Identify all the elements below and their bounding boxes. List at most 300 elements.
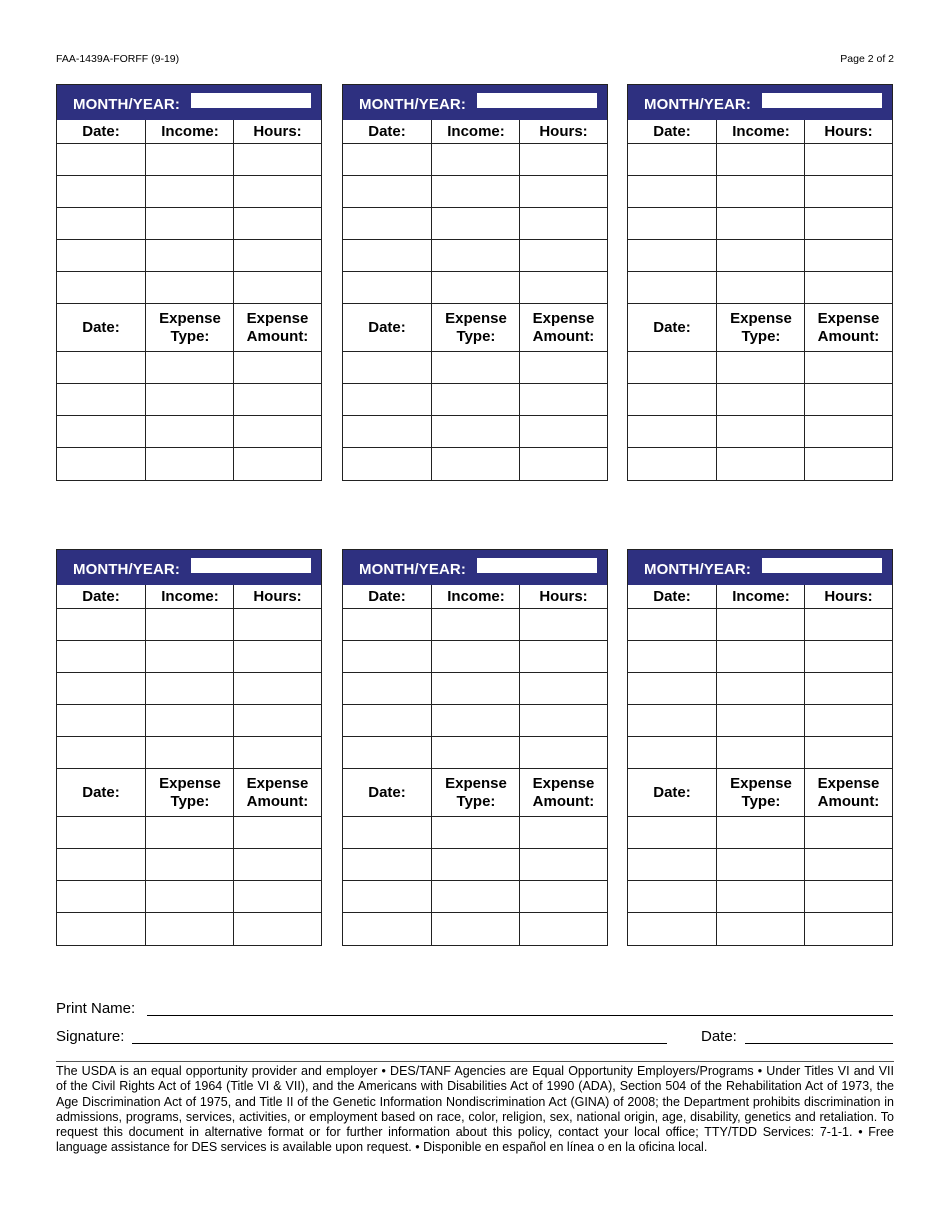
hours-cell[interactable] — [233, 737, 321, 769]
hours-cell[interactable] — [233, 176, 321, 208]
hours-header: Hours: — [519, 120, 607, 143]
nondiscrimination-statement: The USDA is an equal opportunity provider and employer • DES/TANF Agencies are Equal Opportunity Employers/Programs • Under Titles VI and VII of the Civil Rights Act of 1964 (Title VI & VII), and the Americans with Disabilities Act of 1990 (ADA), Section 504 of the Rehabilitation Act of 1973, the Age Discrimination Act of 1975, and Title II of the Genetic Information Nondiscrimination Act (GINA) of 2008; the Department prohibits discrimination in admissions, programs, services, activities, or employment based on race, color, religion, sex, national origin, age, disability, genetics and retaliation. To request this document in alternative format or for further information about this policy, contact your local office; TTY/TDD Services: 7-1-1. • Free language assistance for DES services is available upon request. • Disponible en español en línea o en la oficina local. — [56, 1064, 894, 1155]
income-entry-row — [343, 736, 607, 769]
expense-amount-header: Expense Amount: — [233, 304, 321, 352]
expense-date-cell[interactable] — [57, 849, 145, 881]
income-entry-row — [628, 143, 892, 176]
expense-type-cell[interactable] — [145, 913, 234, 945]
income-date-cell[interactable] — [57, 176, 145, 208]
expense-amount-cell[interactable] — [233, 384, 321, 416]
card-header — [57, 85, 321, 120]
expense-type-header: Expense Type: — [431, 769, 520, 817]
income-amount-cell[interactable] — [716, 705, 805, 737]
card-header — [628, 550, 892, 585]
hours-cell[interactable] — [804, 705, 892, 737]
expense-amount-cell[interactable] — [519, 352, 607, 384]
expense-type-cell[interactable] — [716, 352, 805, 384]
income-date-header: Date: — [368, 122, 406, 140]
hours-cell[interactable] — [804, 208, 892, 240]
income-amount-cell[interactable] — [716, 641, 805, 673]
expense-type-cell[interactable] — [145, 448, 234, 480]
expense-date-cell[interactable] — [57, 416, 145, 448]
income-date-cell[interactable] — [57, 673, 145, 705]
log-table — [628, 585, 892, 945]
signature-label: Signature: — [56, 1028, 125, 1045]
expense-type-cell[interactable] — [145, 352, 234, 384]
hours-cell[interactable] — [233, 673, 321, 705]
expense-header-row — [57, 768, 321, 817]
expense-date-cell[interactable] — [57, 817, 145, 849]
hours-cell[interactable] — [233, 208, 321, 240]
income-date-cell[interactable] — [628, 144, 716, 176]
income-amount-cell[interactable] — [145, 641, 234, 673]
income-header-row — [343, 585, 607, 608]
income-date-cell[interactable] — [628, 641, 716, 673]
income-date-cell[interactable] — [343, 240, 431, 272]
expense-header-row — [343, 303, 607, 352]
hours-cell[interactable] — [233, 240, 321, 272]
expense-entry-row — [343, 383, 607, 416]
expense-type-cell[interactable] — [145, 416, 234, 448]
expense-type-header: Expense Type: — [145, 304, 234, 352]
date-field[interactable] — [745, 1043, 893, 1044]
income-entry-row — [628, 207, 892, 240]
income-entry-row — [57, 608, 321, 641]
hours-cell[interactable] — [519, 673, 607, 705]
income-date-cell[interactable] — [628, 208, 716, 240]
income-entry-row — [57, 640, 321, 673]
hours-cell[interactable] — [233, 272, 321, 304]
income-amount-cell[interactable] — [431, 272, 520, 304]
expense-date-cell[interactable] — [628, 384, 716, 416]
income-entry-row — [628, 672, 892, 705]
expense-entry-row — [628, 415, 892, 448]
income-amount-cell[interactable] — [145, 673, 234, 705]
income-entry-row — [343, 704, 607, 737]
expense-entry-row — [628, 912, 892, 945]
income-amount-cell[interactable] — [716, 176, 805, 208]
expense-date-header: Date: — [653, 319, 691, 336]
expense-amount-header: Expense Amount: — [233, 769, 321, 817]
expense-amount-cell[interactable] — [804, 817, 892, 849]
month-year-input[interactable] — [190, 92, 312, 109]
expense-type-cell[interactable] — [716, 384, 805, 416]
income-header: Income: — [431, 585, 520, 608]
expense-entry-row — [343, 351, 607, 384]
expense-entry-row — [343, 880, 607, 913]
income-entry-row — [57, 736, 321, 769]
income-date-cell[interactable] — [343, 208, 431, 240]
expense-amount-cell[interactable] — [804, 881, 892, 913]
expense-type-cell[interactable] — [431, 416, 520, 448]
expense-amount-cell[interactable] — [233, 881, 321, 913]
expense-amount-header: Expense Amount: — [804, 769, 892, 817]
expense-amount-cell[interactable] — [233, 913, 321, 945]
hours-cell[interactable] — [804, 272, 892, 304]
income-entry-row — [628, 704, 892, 737]
expense-amount-cell[interactable] — [519, 913, 607, 945]
expense-date-cell[interactable] — [628, 352, 716, 384]
expense-entry-row — [628, 351, 892, 384]
expense-date-cell[interactable] — [57, 913, 145, 945]
expense-amount-cell[interactable] — [519, 849, 607, 881]
income-date-cell[interactable] — [343, 737, 431, 769]
income-date-header: Date: — [82, 122, 120, 140]
month-year-label: MONTH/YEAR: — [73, 561, 180, 578]
income-header: Income: — [716, 120, 805, 143]
income-header-row — [628, 120, 892, 143]
expense-type-cell[interactable] — [716, 881, 805, 913]
page-number: Page 2 of 2 — [840, 53, 894, 65]
expense-entry-row — [57, 816, 321, 849]
income-date-cell[interactable] — [628, 609, 716, 641]
expense-type-cell[interactable] — [716, 849, 805, 881]
income-date-cell[interactable] — [343, 641, 431, 673]
expense-header-row — [628, 303, 892, 352]
expense-type-cell[interactable] — [145, 384, 234, 416]
expense-date-cell[interactable] — [343, 384, 431, 416]
expense-entry-row — [343, 848, 607, 881]
income-amount-cell[interactable] — [716, 737, 805, 769]
hours-header: Hours: — [804, 585, 892, 608]
expense-amount-header: Expense Amount: — [804, 304, 892, 352]
expense-amount-cell[interactable] — [519, 817, 607, 849]
hours-cell[interactable] — [804, 176, 892, 208]
income-date-cell[interactable] — [343, 176, 431, 208]
income-entry-row — [57, 271, 321, 304]
expense-amount-cell[interactable] — [519, 881, 607, 913]
hours-cell[interactable] — [233, 609, 321, 641]
income-header-row — [57, 120, 321, 143]
month-year-label: MONTH/YEAR: — [359, 561, 466, 578]
income-amount-cell[interactable] — [431, 641, 520, 673]
expense-amount-header: Expense Amount: — [519, 304, 607, 352]
expense-entry-row — [628, 880, 892, 913]
income-date-cell[interactable] — [57, 737, 145, 769]
expense-amount-header: Expense Amount: — [519, 769, 607, 817]
hours-cell[interactable] — [804, 144, 892, 176]
log-table — [57, 120, 321, 480]
expense-date-cell[interactable] — [343, 352, 431, 384]
month-log-card — [342, 84, 608, 481]
expense-type-cell[interactable] — [145, 881, 234, 913]
income-entry-row — [628, 608, 892, 641]
income-entry-row — [628, 640, 892, 673]
expense-entry-row — [343, 447, 607, 480]
hours-cell[interactable] — [233, 705, 321, 737]
expense-amount-cell[interactable] — [519, 416, 607, 448]
expense-date-cell[interactable] — [628, 881, 716, 913]
income-date-cell[interactable] — [628, 705, 716, 737]
income-date-cell[interactable] — [628, 272, 716, 304]
income-entry-row — [57, 143, 321, 176]
income-amount-cell[interactable] — [716, 208, 805, 240]
income-entry-row — [343, 143, 607, 176]
month-log-card — [342, 549, 608, 946]
log-table — [628, 120, 892, 480]
income-amount-cell[interactable] — [145, 705, 234, 737]
expense-entry-row — [343, 415, 607, 448]
month-year-label: MONTH/YEAR: — [73, 96, 180, 113]
card-header — [57, 550, 321, 585]
income-amount-cell[interactable] — [716, 144, 805, 176]
income-date-cell[interactable] — [343, 144, 431, 176]
expense-amount-cell[interactable] — [804, 913, 892, 945]
month-log-card — [56, 84, 322, 481]
expense-date-header: Date: — [368, 319, 406, 336]
income-entry-row — [57, 207, 321, 240]
expense-date-cell[interactable] — [343, 913, 431, 945]
hours-cell[interactable] — [804, 737, 892, 769]
income-amount-cell[interactable] — [431, 208, 520, 240]
income-date-header: Date: — [82, 587, 120, 605]
income-amount-cell[interactable] — [145, 272, 234, 304]
form-id: FAA-1439A-FORFF (9-19) — [56, 53, 180, 65]
month-year-label: MONTH/YEAR: — [644, 96, 751, 113]
hours-cell[interactable] — [519, 609, 607, 641]
income-amount-cell[interactable] — [145, 208, 234, 240]
expense-type-header: Expense Type: — [145, 769, 234, 817]
income-date-cell[interactable] — [57, 240, 145, 272]
income-entry-row — [57, 672, 321, 705]
hours-cell[interactable] — [519, 272, 607, 304]
expense-entry-row — [628, 816, 892, 849]
expense-date-cell[interactable] — [343, 817, 431, 849]
income-entry-row — [343, 239, 607, 272]
income-header: Income: — [431, 120, 520, 143]
income-date-header: Date: — [653, 122, 691, 140]
income-amount-cell[interactable] — [431, 673, 520, 705]
expense-date-header: Date: — [368, 784, 406, 801]
expense-type-cell[interactable] — [431, 448, 520, 480]
income-amount-cell[interactable] — [716, 272, 805, 304]
income-date-cell[interactable] — [628, 240, 716, 272]
expense-amount-cell[interactable] — [519, 384, 607, 416]
income-entry-row — [628, 175, 892, 208]
print-name-field[interactable] — [147, 1015, 893, 1016]
income-amount-cell[interactable] — [431, 609, 520, 641]
income-amount-cell[interactable] — [145, 144, 234, 176]
expense-date-cell[interactable] — [628, 817, 716, 849]
log-table — [343, 585, 607, 945]
expense-type-cell[interactable] — [145, 817, 234, 849]
hours-header: Hours: — [233, 120, 321, 143]
hours-cell[interactable] — [519, 641, 607, 673]
expense-entry-row — [628, 447, 892, 480]
income-header-row — [343, 120, 607, 143]
hours-cell[interactable] — [804, 641, 892, 673]
expense-amount-cell[interactable] — [804, 384, 892, 416]
income-date-cell[interactable] — [628, 737, 716, 769]
income-amount-cell[interactable] — [431, 705, 520, 737]
signature-field[interactable] — [132, 1043, 667, 1044]
income-date-header: Date: — [368, 587, 406, 605]
income-entry-row — [628, 736, 892, 769]
income-header-row — [628, 585, 892, 608]
income-amount-cell[interactable] — [145, 609, 234, 641]
expense-type-cell[interactable] — [716, 817, 805, 849]
expense-type-header: Expense Type: — [431, 304, 520, 352]
expense-amount-cell[interactable] — [804, 352, 892, 384]
expense-amount-cell[interactable] — [233, 416, 321, 448]
income-header-row — [57, 585, 321, 608]
income-amount-cell[interactable] — [716, 673, 805, 705]
expense-type-cell[interactable] — [716, 913, 805, 945]
income-amount-cell[interactable] — [431, 176, 520, 208]
expense-date-cell[interactable] — [343, 849, 431, 881]
hours-cell[interactable] — [519, 176, 607, 208]
print-name-label: Print Name: — [56, 1000, 136, 1017]
hours-cell[interactable] — [804, 609, 892, 641]
income-date-cell[interactable] — [57, 144, 145, 176]
income-date-cell[interactable] — [628, 673, 716, 705]
expense-entry-row — [57, 880, 321, 913]
hours-cell[interactable] — [233, 144, 321, 176]
expense-entry-row — [57, 447, 321, 480]
card-header — [628, 85, 892, 120]
expense-entry-row — [57, 415, 321, 448]
income-date-cell[interactable] — [57, 208, 145, 240]
income-amount-cell[interactable] — [145, 737, 234, 769]
expense-date-cell[interactable] — [57, 352, 145, 384]
expense-date-cell[interactable] — [628, 913, 716, 945]
income-entry-row — [57, 704, 321, 737]
month-year-input[interactable] — [761, 557, 883, 574]
expense-date-header: Date: — [82, 784, 120, 801]
expense-header-row — [628, 768, 892, 817]
expense-entry-row — [628, 383, 892, 416]
expense-entry-row — [57, 912, 321, 945]
hours-cell[interactable] — [804, 240, 892, 272]
income-entry-row — [343, 640, 607, 673]
log-table — [343, 120, 607, 480]
income-entry-row — [628, 271, 892, 304]
expense-type-cell[interactable] — [431, 352, 520, 384]
card-header — [343, 550, 607, 585]
expense-date-cell[interactable] — [57, 448, 145, 480]
expense-date-cell[interactable] — [628, 448, 716, 480]
month-log-card — [56, 549, 322, 946]
expense-entry-row — [57, 848, 321, 881]
expense-amount-cell[interactable] — [804, 448, 892, 480]
income-entry-row — [343, 608, 607, 641]
income-date-cell[interactable] — [628, 176, 716, 208]
income-date-cell[interactable] — [343, 272, 431, 304]
hours-cell[interactable] — [519, 208, 607, 240]
expense-amount-cell[interactable] — [804, 416, 892, 448]
expense-entry-row — [343, 816, 607, 849]
log-table — [57, 585, 321, 945]
expense-type-cell[interactable] — [716, 416, 805, 448]
expense-date-cell[interactable] — [57, 881, 145, 913]
expense-amount-cell[interactable] — [804, 849, 892, 881]
income-header: Income: — [145, 120, 234, 143]
expense-type-cell[interactable] — [431, 881, 520, 913]
expense-date-cell[interactable] — [343, 881, 431, 913]
expense-type-cell[interactable] — [716, 448, 805, 480]
income-amount-cell[interactable] — [145, 240, 234, 272]
expense-type-cell[interactable] — [145, 849, 234, 881]
month-year-input[interactable] — [476, 557, 598, 574]
date-label: Date: — [701, 1028, 737, 1045]
income-date-cell[interactable] — [57, 705, 145, 737]
income-date-header: Date: — [653, 587, 691, 605]
expense-type-header: Expense Type: — [716, 304, 805, 352]
expense-amount-cell[interactable] — [233, 352, 321, 384]
card-header — [343, 85, 607, 120]
month-year-input[interactable] — [761, 92, 883, 109]
income-header: Income: — [716, 585, 805, 608]
income-amount-cell[interactable] — [716, 240, 805, 272]
income-entry-row — [343, 672, 607, 705]
expense-date-header: Date: — [82, 319, 120, 336]
income-header: Income: — [145, 585, 234, 608]
income-entry-row — [57, 175, 321, 208]
expense-date-cell[interactable] — [628, 849, 716, 881]
hours-cell[interactable] — [519, 737, 607, 769]
expense-amount-cell[interactable] — [519, 448, 607, 480]
expense-date-cell[interactable] — [343, 416, 431, 448]
income-amount-cell[interactable] — [716, 609, 805, 641]
expense-header-row — [343, 768, 607, 817]
footer-divider — [56, 1061, 894, 1062]
income-entry-row — [343, 271, 607, 304]
expense-entry-row — [343, 912, 607, 945]
income-entry-row — [57, 239, 321, 272]
month-year-input[interactable] — [476, 92, 598, 109]
hours-cell[interactable] — [519, 240, 607, 272]
month-year-label: MONTH/YEAR: — [359, 96, 466, 113]
income-date-cell[interactable] — [57, 641, 145, 673]
income-date-cell[interactable] — [57, 609, 145, 641]
hours-cell[interactable] — [519, 705, 607, 737]
hours-header: Hours: — [804, 120, 892, 143]
expense-entry-row — [57, 383, 321, 416]
hours-header: Hours: — [519, 585, 607, 608]
expense-header-row — [57, 303, 321, 352]
income-date-cell[interactable] — [57, 272, 145, 304]
expense-type-cell[interactable] — [431, 817, 520, 849]
income-date-cell[interactable] — [343, 673, 431, 705]
hours-cell[interactable] — [519, 144, 607, 176]
income-date-cell[interactable] — [343, 609, 431, 641]
expense-type-cell[interactable] — [431, 384, 520, 416]
expense-amount-cell[interactable] — [233, 849, 321, 881]
expense-amount-cell[interactable] — [233, 817, 321, 849]
expense-type-cell[interactable] — [431, 849, 520, 881]
hours-cell[interactable] — [804, 673, 892, 705]
income-date-cell[interactable] — [343, 705, 431, 737]
expense-date-header: Date: — [653, 784, 691, 801]
expense-type-header: Expense Type: — [716, 769, 805, 817]
month-year-input[interactable] — [190, 557, 312, 574]
income-entry-row — [628, 239, 892, 272]
income-amount-cell[interactable] — [145, 176, 234, 208]
income-amount-cell[interactable] — [431, 240, 520, 272]
expense-entry-row — [628, 848, 892, 881]
expense-type-cell[interactable] — [431, 913, 520, 945]
month-log-card — [627, 549, 893, 946]
hours-header: Hours: — [233, 585, 321, 608]
expense-date-cell[interactable] — [343, 448, 431, 480]
expense-amount-cell[interactable] — [233, 448, 321, 480]
income-amount-cell[interactable] — [431, 737, 520, 769]
expense-date-cell[interactable] — [628, 416, 716, 448]
hours-cell[interactable] — [233, 641, 321, 673]
month-year-label: MONTH/YEAR: — [644, 561, 751, 578]
expense-date-cell[interactable] — [57, 384, 145, 416]
income-amount-cell[interactable] — [431, 144, 520, 176]
